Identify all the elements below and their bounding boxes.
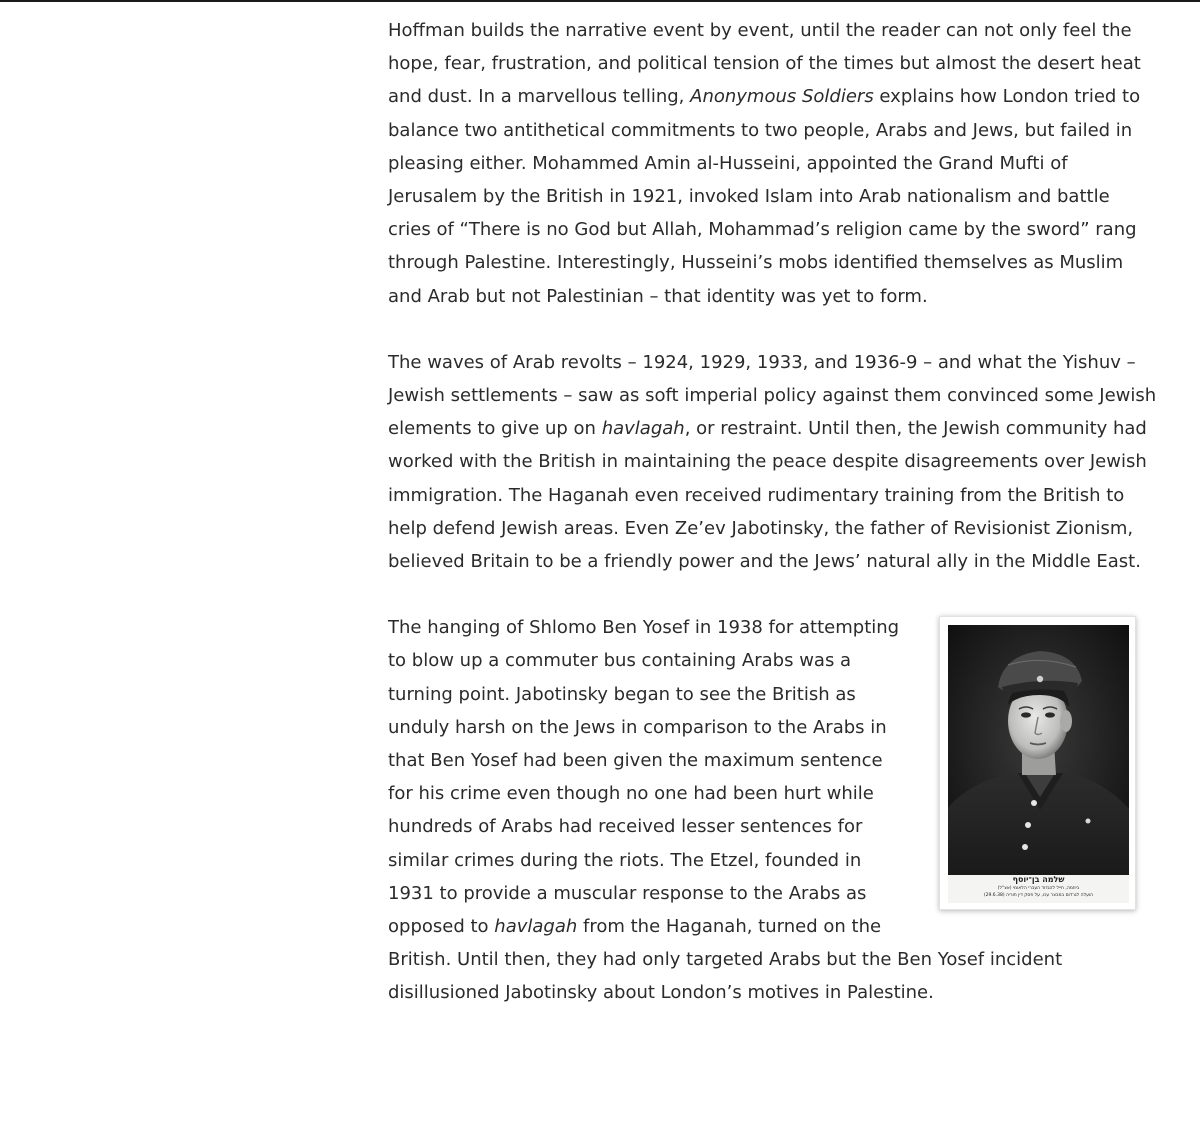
paragraph-2-text-b: , or restraint. Until then, the Jewish community had worked with the British in maintaining the peace despite disagreements over Jewish immigration. The Haganah even received rudimentary training from the British to help defend Jewish areas. Even Ze’ev Jabotinsky, the father of Revisionist Zionism, believed Britain to be a friendly power and the Jews’ natural ally in the Middle East. <box>388 418 1147 573</box>
caption-line-2: ביוזמה, חייל להגדוד העברי הלאומי (אצ"ל) <box>997 886 1080 892</box>
paragraph-2-text-a: The waves of Arab revolts – 1924, 1929, 1933, and 1936-9 – and what the Yishuv – Jewish settlements – saw as soft imperial policy against them convinced some Jewish elements to give up on <box>388 351 1157 440</box>
paragraph-1-text-b: explains how London tried to balance two antithetical commitments to two people, Arabs and Jews, but failed in pleasing either. Mohammed Amin al-Husseini, appointed the Grand Mufti of Jerusalem by the British in 1921, invoked Islam into Arab nationalism and battle cries of “There is no God but Allah, Mohammad’s religion came by the sword” rang through Palestine. Interestingly, Husseini’s mobs identified themselves as Muslim and Arab but not Palestinian – that identity was yet to form. <box>388 86 1141 307</box>
paragraph-2 <box>388 346 1158 578</box>
caption-line-3: הועלה לגרדום במבצר עכו, על פסק דין תוריה (29.6.38) <box>983 893 1094 899</box>
portrait-photo-frame <box>939 616 1136 910</box>
term-havlagah-2: havlagah <box>494 916 578 938</box>
paragraph-1 <box>388 14 1158 313</box>
top-border-rule <box>0 0 1200 2</box>
article-body <box>388 14 1158 1043</box>
book-title-anonymous-soldiers: Anonymous Soldiers <box>690 86 874 108</box>
paragraph-3-text-b: from the Haganah, turned on the British. Until then, they had only targeted Arabs but the Ben Yosef incident disillusioned Jabotinsky about London’s motives in Palestine. <box>388 916 1063 1004</box>
portrait-illustration <box>948 625 1129 903</box>
paragraph-1-text-a: Hoffman builds the narrative event by event, until the reader can not only feel the hope, fear, frustration, and political tension of the times but almost the desert heat and dust. In a marvellous telling, <box>388 20 1141 108</box>
portrait-photo-shlomo-ben-yosef <box>948 625 1129 903</box>
paragraph-3-text-a: The hanging of Shlomo Ben Yosef in 1938 for attempting to blow up a commuter bus containing Arabs was a turning point. Jabotinsky began to see the British as unduly harsh on the Jews in comparison to the Arabs in that Ben Yosef had been given the maximum sentence for his crime even though no one had been hurt while hundreds of Arabs had received lesser sentences for similar crimes during the riots. The Etzel, founded in 1931 to provide a muscular response to the Arabs as opposed to <box>388 617 900 938</box>
photo-caption <box>948 875 1129 899</box>
term-havlagah: havlagah <box>601 418 685 440</box>
caption-name: שלמה בן־יוסף <box>1012 875 1065 885</box>
